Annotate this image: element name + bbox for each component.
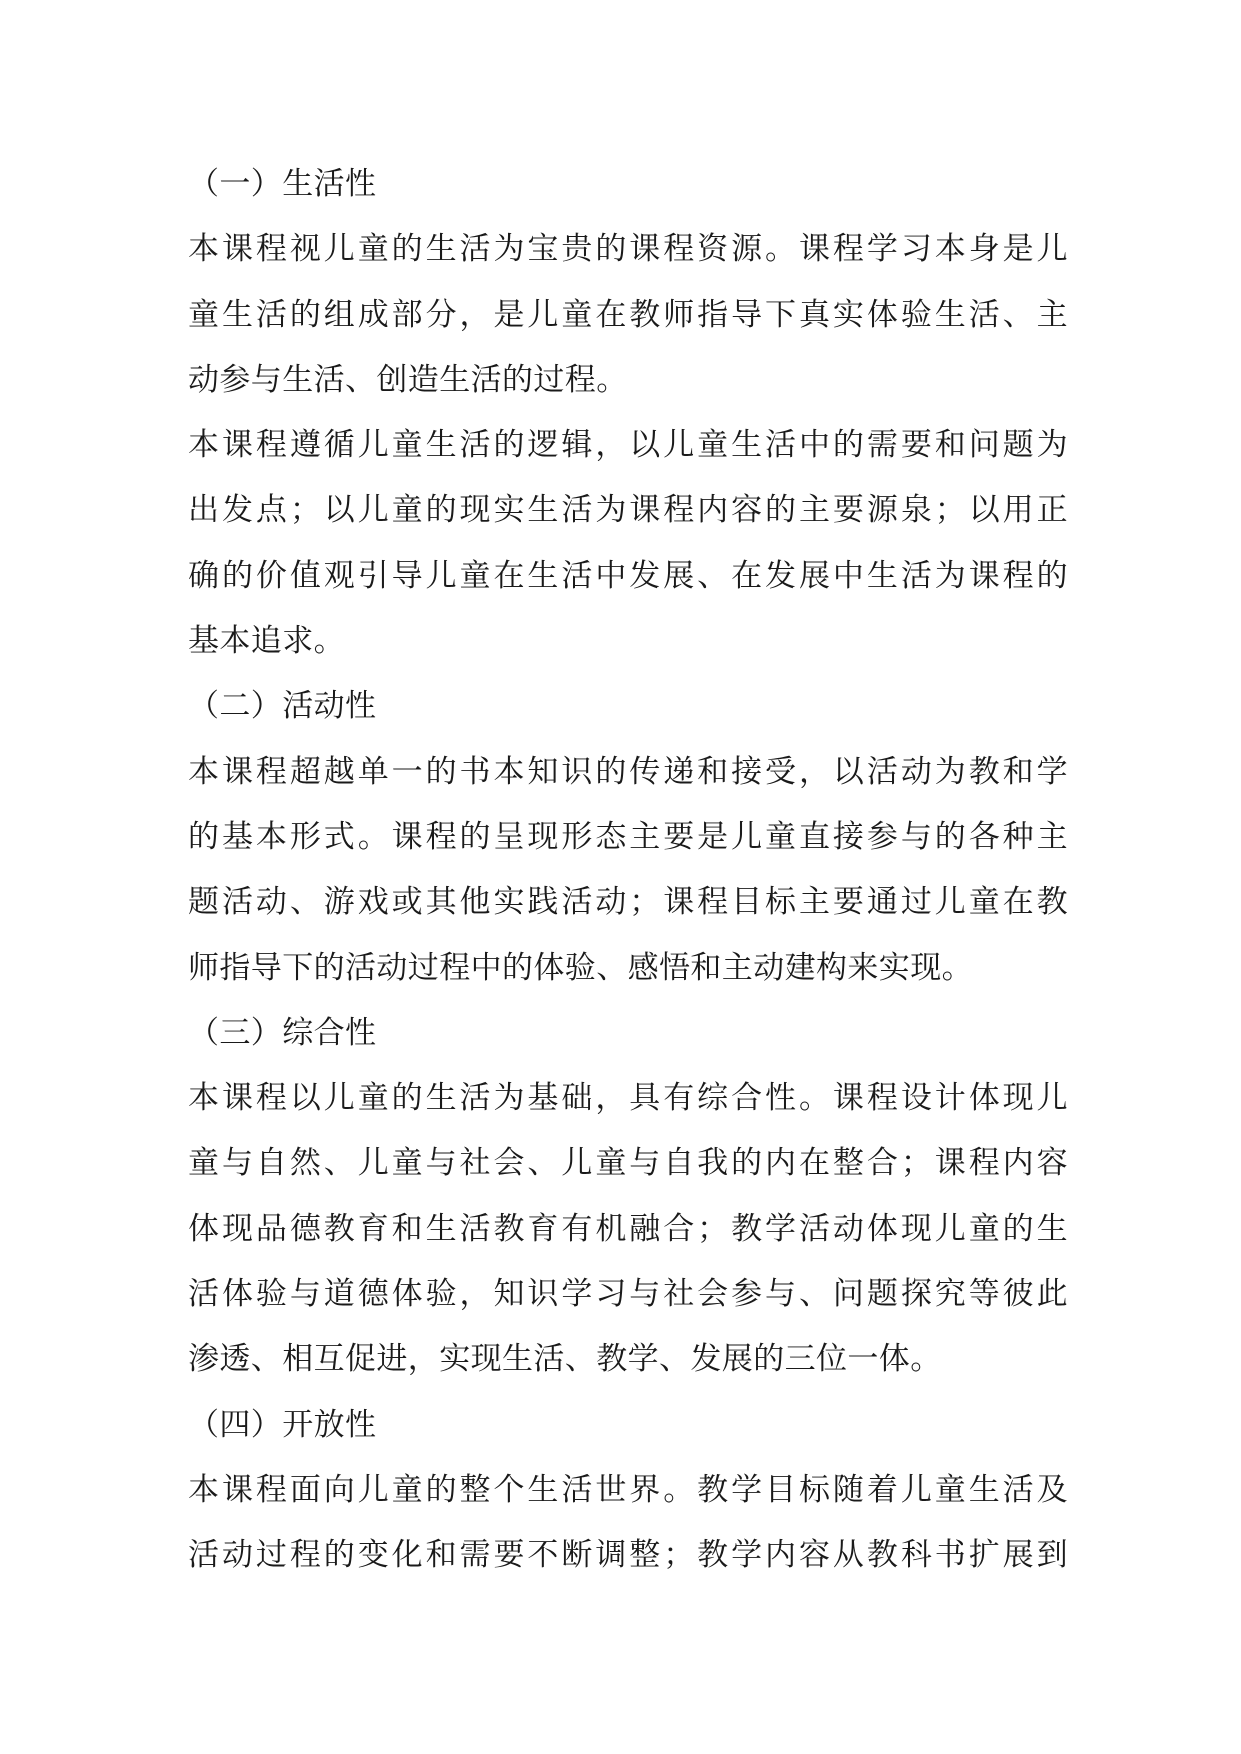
- section-activity: [188, 674, 1068, 1000]
- paragraph: [188, 413, 1068, 674]
- paragraph-line: 动参与生活、创造生活的过程。: [188, 361, 628, 398]
- document-page: [188, 152, 1068, 1589]
- paragraph: [188, 1066, 1068, 1392]
- paragraph-line: 基本追求。: [188, 623, 345, 660]
- paragraph-line: 童生活的组成部分，是儿童在教师指导下真实体验生活、主: [188, 296, 1068, 333]
- paragraph-line: 活体验与道德体验，知识学习与社会参与、问题探究等彼此: [188, 1276, 1068, 1313]
- section-comprehensive: [188, 1001, 1068, 1393]
- section-openness: [188, 1393, 1068, 1589]
- section-heading: （四）开放性: [188, 1406, 377, 1443]
- paragraph: [188, 217, 1068, 413]
- paragraph-line: 师指导下的活动过程中的体验、感悟和主动建构来实现。: [188, 949, 973, 986]
- paragraph-line: 本课程视儿童的生活为宝贵的课程资源。课程学习本身是儿: [188, 231, 1068, 268]
- paragraph-line: 本课程遵循儿童生活的逻辑，以儿童生活中的需要和问题为: [188, 427, 1068, 464]
- paragraph-line: 的基本形式。课程的呈现形态主要是儿童直接参与的各种主: [188, 818, 1068, 855]
- section-living: [188, 152, 1068, 674]
- paragraph-line: 本课程面向儿童的整个生活世界。教学目标随着儿童生活及: [188, 1471, 1068, 1508]
- paragraph-line: 本课程以儿童的生活为基础，具有综合性。课程设计体现儿: [188, 1080, 1068, 1117]
- paragraph-line: 活动过程的变化和需要不断调整；教学内容从教科书扩展到: [188, 1537, 1068, 1574]
- section-heading: （二）活动性: [188, 688, 377, 725]
- paragraph-line: 出发点；以儿童的现实生活为课程内容的主要源泉；以用正: [188, 492, 1068, 529]
- paragraph-line: 确的价值观引导儿童在生活中发展、在发展中生活为课程的: [188, 557, 1068, 594]
- paragraph-line: 童与自然、儿童与社会、儿童与自我的内在整合；课程内容: [188, 1145, 1068, 1182]
- paragraph: [188, 740, 1068, 1001]
- paragraph-line: 渗透、相互促进，实现生活、教学、发展的三位一体。: [188, 1341, 942, 1378]
- section-heading: （三）综合性: [188, 1014, 377, 1051]
- paragraph: [188, 1458, 1068, 1589]
- paragraph-line: 本课程超越单一的书本知识的传递和接受，以活动为教和学: [188, 753, 1068, 790]
- paragraph-line: 体现品德教育和生活教育有机融合；教学活动体现儿童的生: [188, 1210, 1068, 1247]
- paragraph-line: 题活动、游戏或其他实践活动；课程目标主要通过儿童在教: [188, 884, 1068, 921]
- section-heading: （一）生活性: [188, 166, 377, 202]
